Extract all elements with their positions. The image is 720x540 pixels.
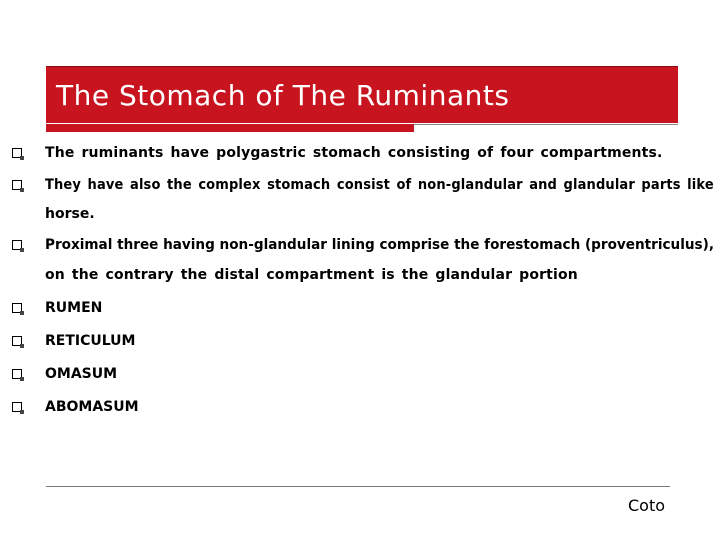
bullet-1-line-1: The ruminants have polygastric stomach consisting of four compartments. — [45, 145, 663, 161]
bullet-3-line-2: on the contrary the distal compartment is the glandular portion — [45, 267, 578, 283]
hollow-square-bullet-icon — [12, 369, 22, 379]
bullet-2-line-1: They have also the complex stomach consist of non-glandular and glandular parts like — [45, 177, 714, 193]
bullet-2-line-2: horse. — [45, 206, 95, 222]
hollow-square-bullet-icon — [12, 240, 22, 250]
footer-label: Coto — [628, 496, 666, 515]
title-rule — [414, 124, 678, 125]
bullet-3-line-1: Proximal three having non-glandular lining comprise the forestomach (proventriculus), — [45, 237, 714, 253]
bullet-rumen: RUMEN — [45, 300, 103, 316]
bullet-reticulum: RETICULUM — [45, 333, 136, 349]
hollow-square-bullet-icon — [12, 303, 22, 313]
bullet-omasum: OMASUM — [45, 366, 118, 382]
title-underbar — [46, 124, 414, 132]
slide-title: The Stomach of The Ruminants — [56, 79, 510, 112]
hollow-square-bullet-icon — [12, 180, 22, 190]
bullet-abomasum: ABOMASUM — [45, 399, 139, 415]
hollow-square-bullet-icon — [12, 402, 22, 412]
title-banner — [46, 66, 678, 123]
hollow-square-bullet-icon — [12, 148, 22, 158]
footer-rule — [46, 486, 670, 487]
hollow-square-bullet-icon — [12, 336, 22, 346]
